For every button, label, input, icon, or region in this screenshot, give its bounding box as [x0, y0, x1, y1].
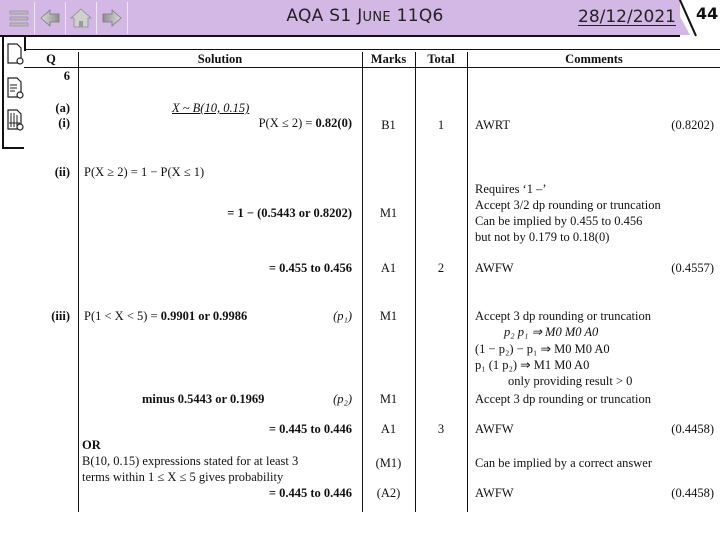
- part-iii-comment-3: (1 − p₂) − p₁ ⇒ M0 M0 A0: [475, 342, 610, 356]
- part-iii-line2: minus 0.5443 or 0.1969: [142, 392, 265, 406]
- part-ii-comment-3: Can be implied by 0.455 to 0.456: [475, 214, 643, 228]
- part-ii-equals: =: [268, 261, 280, 275]
- part-ii-line3: [124, 261, 352, 275]
- part-iii-line1-lhs: P(1 < X < 5) =: [84, 309, 161, 323]
- part-ii-comment-final: AWFW: [475, 261, 514, 275]
- p1-tag: (p₁): [333, 309, 352, 323]
- part-a-total: 1: [437, 118, 445, 132]
- or-label: OR: [82, 438, 101, 452]
- text-document-icon[interactable]: [6, 77, 24, 99]
- part-iii-comment-a2: AWFW: [475, 486, 514, 500]
- distribution-model: X ~ B(10, 0.15): [172, 101, 250, 115]
- part-iii-label: (iii): [51, 309, 70, 323]
- part-iii-mark-4: (M1): [375, 456, 402, 470]
- part-iii-mark-2: M1: [379, 392, 398, 406]
- part-ii-mark-a1: A1: [380, 261, 397, 275]
- part-ii-comment-4: but not by 0.179 to 0.18(0): [475, 230, 610, 244]
- menu-button[interactable]: [4, 2, 35, 34]
- part-iii-comment-6: Accept 3 dp rounding or truncation: [475, 392, 651, 406]
- part-iii-line1-value: 0.9901 or 0.9986: [160, 309, 248, 323]
- part-iii-mark-5: (A2): [376, 486, 401, 500]
- part-a-answer-value: 0.82(0): [315, 116, 352, 130]
- back-button[interactable]: [35, 2, 66, 34]
- header-total: Total: [427, 52, 455, 66]
- home-button[interactable]: [66, 2, 97, 34]
- header-comments: Comments: [565, 52, 623, 66]
- alt-line1: B(10, 0.15) expressions stated for at least 3: [82, 454, 299, 468]
- date-link[interactable]: 28/12/2021: [578, 7, 676, 27]
- arrow-left-icon: [39, 7, 61, 29]
- left-sidebar: [2, 37, 24, 149]
- forward-button[interactable]: [97, 2, 128, 34]
- part-iii-total: 3: [437, 422, 445, 436]
- frame-divider: [24, 49, 720, 50]
- part-ii-comment-final-value: (0.4557): [671, 261, 714, 275]
- column-divider: [78, 52, 79, 512]
- part-ii-mark-m1: M1: [379, 206, 398, 220]
- part-iii-comment-a2-value: (0.4458): [671, 486, 714, 500]
- header-solution: Solution: [197, 52, 243, 66]
- part-a-answer: [124, 116, 352, 130]
- home-icon: [70, 7, 92, 29]
- part-ii-line1: P(X ≥ 2) = 1 − P(X ≤ 1): [84, 165, 205, 179]
- part-iii-line1: [84, 309, 247, 323]
- arrow-right-icon: [101, 7, 123, 29]
- alt-line3: = 0.445 to 0.446: [268, 486, 352, 500]
- page-number: 44: [696, 4, 719, 23]
- title-smallcaps: UNE: [362, 10, 391, 25]
- header-q: Q: [46, 52, 56, 66]
- part-iii-comment-5: only providing result > 0: [508, 374, 633, 388]
- header-marks: Marks: [370, 52, 407, 66]
- part-iii-comment-4: p₁ (1 p₂) ⇒ M1 M0 A0: [475, 358, 590, 372]
- p2-tag: (p₂): [333, 392, 352, 406]
- slide-title: [200, 6, 530, 26]
- part-a-answer-lhs: P(X ≤ 2) =: [258, 116, 316, 130]
- part-iii-comment-m1: Can be implied by a correct answer: [475, 456, 653, 470]
- title-tail: 11Q6: [390, 6, 444, 26]
- part-ii-comment-1: Requires ‘1 –’: [475, 182, 547, 196]
- blank-document-icon[interactable]: [6, 43, 24, 65]
- question-number: 6: [63, 69, 70, 83]
- part-iii-comment-1: Accept 3 dp rounding or truncation: [475, 309, 651, 323]
- part-a-label: (a): [55, 101, 70, 115]
- part-ii-answer: 0.455 to 0.456: [279, 261, 352, 275]
- part-iii-comment-a1-value: (0.4458): [671, 422, 714, 436]
- part-iii-mark-1: M1: [379, 309, 398, 323]
- part-i-label: (i): [58, 116, 70, 130]
- part-iii-line3: = 0.445 to 0.446: [268, 422, 352, 436]
- part-iii-comment-a1: AWFW: [475, 422, 514, 436]
- part-ii-label: (ii): [54, 165, 70, 179]
- part-ii-comment-2: Accept 3/2 dp rounding or truncation: [475, 198, 661, 212]
- part-iii-mark-3: A1: [380, 422, 397, 436]
- hamburger-icon: [8, 7, 30, 29]
- part-ii-total: 2: [437, 261, 445, 275]
- top-navigation-bar: [0, 0, 720, 37]
- title-main: AQA S1 J: [286, 6, 363, 26]
- part-ii-line2: = 1 − (0.5443 or 0.8202): [227, 206, 352, 220]
- mark-scheme-table: [24, 52, 720, 512]
- alt-line2: terms within 1 ≤ X ≤ 5 gives probability: [82, 470, 284, 484]
- part-iii-comment-2: p₂ p₁ ⇒ M0 M0 A0: [504, 325, 599, 339]
- part-a-comment: AWRT: [475, 118, 511, 132]
- header-row-divider: [24, 67, 720, 68]
- part-a-mark: B1: [381, 118, 396, 132]
- part-a-comment-value: (0.8202): [671, 118, 714, 132]
- column-divider: [467, 52, 468, 512]
- table-document-icon[interactable]: [6, 109, 24, 131]
